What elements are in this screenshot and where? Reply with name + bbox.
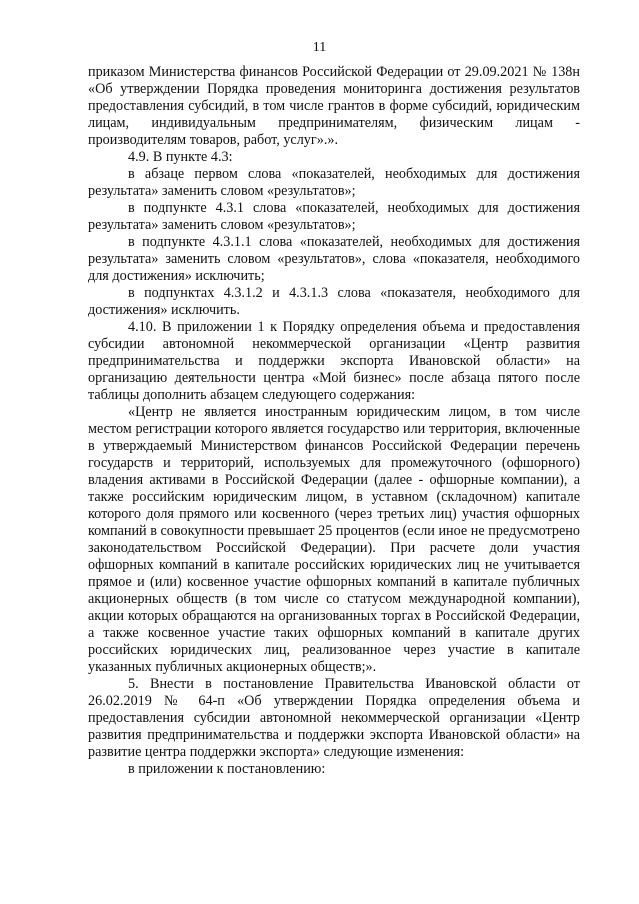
paragraph-4-9-first-abzac: в абзаце первом слова «показателей, необходимых для достижения результата» заменить словом «результатов»;	[88, 166, 580, 199]
paragraph-4-10: 4.10. В приложении 1 к Порядку определения объема и предоставления субсидии автономной некоммерческой организации «Центр развития предпринимательства и поддержки экспорта Ивановской области» на организацию деятельности центра «Мой бизнес» после абзаца пятого после таблицы дополнить абзацем следующего содержания:	[88, 319, 580, 403]
paragraph-quoted-insertion: «Центр не является иностранным юридическим лицом, в том числе местом регистрации которого является государство или территория, включенные в утверждаемый Министерством финансов Российской Федерации перечень государств и территорий, используемых для промежуточного (офшорного) владения активами в Российской Федерации (далее - офшорные компании), а также российским юридическим лицом, в уставном (складочном) капитале которого доля прямого или косвенного (через третьих лиц) участия офшорных компаний в совокупности превышает 25 процентов (если иное не предусмотрено законодательством Российской Федерации). При расчете доли участия офшорных компаний в капитале российских юридических лиц не учитывается прямое и (или) косвенное участие офшорных компаний в капитале публичных акционерных обществ (в том числе со статусом международной компании), акции которых обращаются на организованных торгах в Российской Федерации, а также косвенное участие таких офшорных компаний в капитале других российских юридических лиц, реализованное через участие в капитале указанных публичных акционерных обществ;».	[88, 404, 580, 675]
paragraph-4-9-subpoints-4-3-1-2-and-4-3-1-3: в подпунктах 4.3.1.2 и 4.3.1.3 слова «показателя, необходимого для достижения» исключить.	[88, 285, 580, 318]
paragraph-5: 5. Внести в постановление Правительства Ивановской области от 26.02.2019 № 64-п «Об утверждении Порядка определения объема и предоставления субсидии автономной некоммерческой организации «Центр развития предпринимательства и поддержки экспорта Ивановской области» на развитие центра поддержки экспорта» следующие изменения:	[88, 676, 580, 760]
paragraph-4-9-subpoint-4-3-1-1: в подпункте 4.3.1.1 слова «показателей, необходимых для достижения результата» заменить словом «результатов», слова «показателя, необходимого для достижения» исключить;	[88, 234, 580, 284]
paragraph-4-9-subpoint-4-3-1: в подпункте 4.3.1 слова «показателей, необходимых для достижения результата» заменить словом «результатов»;	[88, 200, 580, 233]
document-body	[88, 64, 580, 778]
paragraph-appendix-intro: в приложении к постановлению:	[128, 761, 326, 777]
paragraph-continuation: приказом Министерства финансов Российской Федерации от 29.09.2021 № 138н «Об утверждении Порядка проведения мониторинга достижения результатов предоставления субсидий, в том числе грантов в форме субсидий, юридическим лицам, индивидуальным предпринимателям, физическим лицам - производителям товаров, работ, услуг».».	[88, 64, 580, 148]
page-number: 11	[312, 40, 327, 55]
paragraph-4-9-heading: 4.9. В пункте 4.3:	[128, 149, 233, 165]
